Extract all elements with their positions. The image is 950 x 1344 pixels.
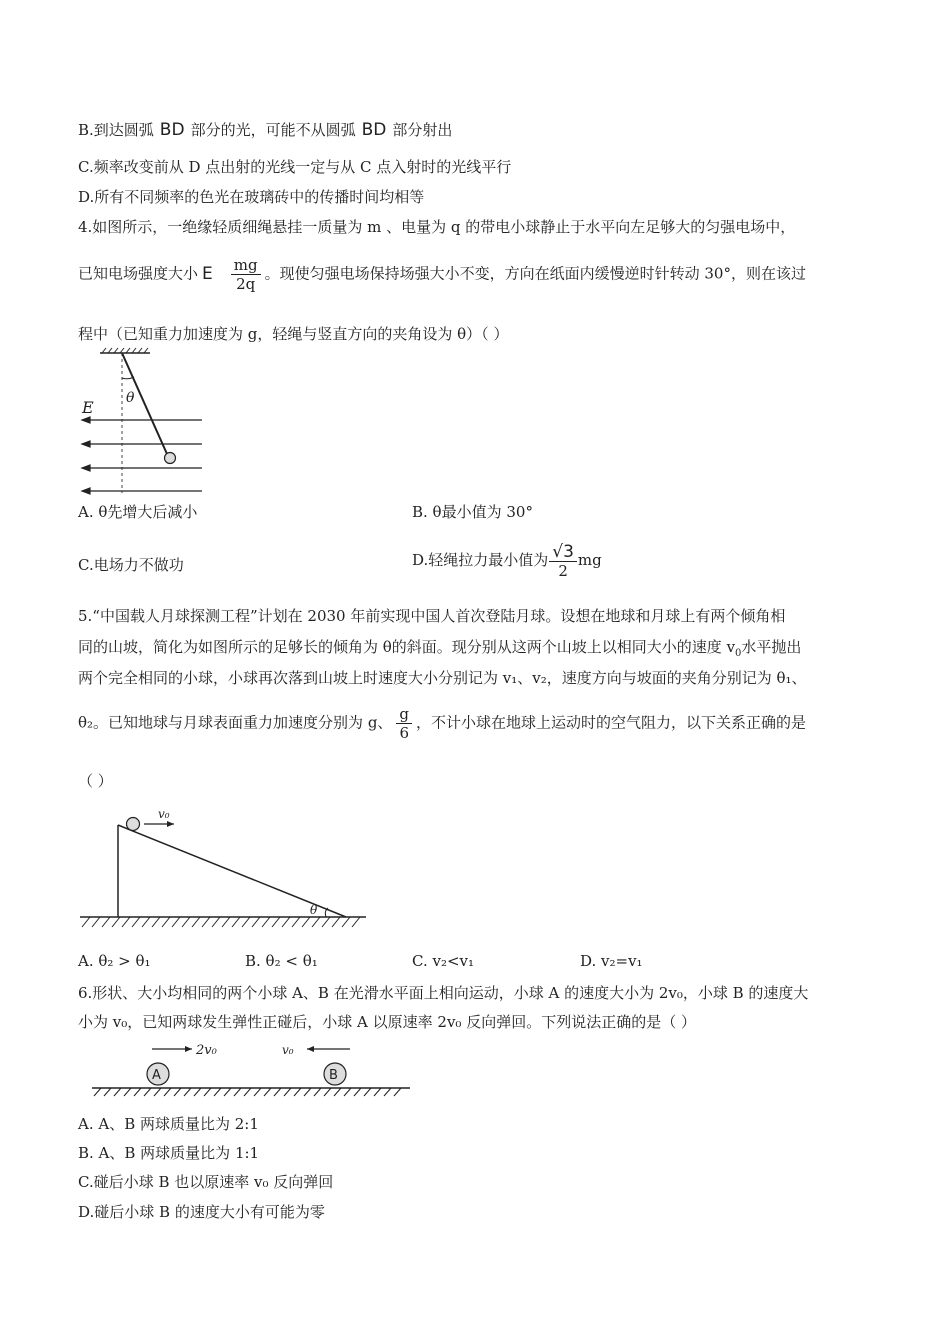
q5-stem-line2 (78, 637, 801, 664)
q5-stem-line1: 5.“中国载人月球探测工程”计划在 2030 年前实现中国人首次登陆月球。设想在地球和月球上有两个倾角相 (78, 607, 786, 625)
q4-option-d (412, 542, 602, 580)
q4-option-a: A. θ先增大后减小 (78, 503, 198, 521)
fraction-denominator: 6 (396, 723, 412, 742)
q5-stem-line3: 两个完全相同的小球，小球再次落到山坡上时速度大小分别记为 v₁、v₂，速度方向与坡面的夹角分别记为 θ₁、 (78, 669, 807, 687)
q3-option-b-text: B.到达圆弧 (78, 121, 154, 139)
q6-option-b: B. A、B 两球质量比为 1:1 (78, 1144, 260, 1162)
fraction-denominator: 2q (231, 274, 261, 293)
fig-field-label-e: E (82, 398, 94, 417)
arc-bd-label-2: BD (361, 120, 387, 140)
q4-option-b: B. θ最小值为 30° (412, 503, 533, 521)
arc-bd-label: BD (159, 120, 185, 140)
q6-stem-line1: 6.形状、大小均相同的两个小球 A、B 在光滑水平面上相向运动，小球 A 的速度大小为 2v₀，小球 B 的速度大 (78, 984, 809, 1002)
q5-stem-line2-text-end: 水平抛出 (741, 638, 802, 656)
fig-velocity-a-label: 2v₀ (196, 1043, 217, 1058)
q5-stem-line2-text: 同的山坡，简化为如图所示的足够长的倾角为 θ的斜面。现分别从这两个山坡上以相同大小的速度 v (78, 638, 736, 656)
fig-theta-label: θ (126, 390, 135, 406)
q4-stem-line3: 程中（已知重力加速度为 g，轻绳与竖直方向的夹角设为 θ）（ ） (78, 325, 509, 343)
fig-ball-b-label: B (329, 1068, 338, 1083)
q5-option-b: B. θ₂ < θ₁ (245, 952, 318, 970)
incline-projectile-figure (78, 805, 368, 930)
q4-stem-line1: 4.如图所示，一绝缘轻质细绳悬挂一质量为 m 、电量为 q 的带电小球静止于水平向左足够大的匀强电场中， (78, 218, 796, 236)
q4-stem-line2-text: 已知电场强度大小 (78, 264, 199, 283)
q3-option-b-text-end: 部分射出 (392, 121, 453, 139)
q3-option-b-text-mid: 部分的光，可能不从圆弧 (190, 121, 356, 139)
fraction-numerator: mg (233, 256, 258, 274)
q6-option-d: D.碰后小球 B 的速度大小有可能为零 (78, 1203, 325, 1221)
collision-figure (92, 1040, 412, 1100)
fig-v0-label: v₀ (158, 807, 170, 821)
pendulum-field-figure (78, 348, 208, 498)
q6-stem-line2: 小为 v₀，已知两球发生弹性正碰后，小球 A 以原速率 2v₀ 反向弹回。下列说法正确的是（ ） (78, 1013, 696, 1031)
q6-option-c: C.碰后小球 B 也以原速率 v₀ 反向弹回 (78, 1173, 334, 1191)
q6-option-a: A. A、B 两球质量比为 2:1 (78, 1115, 259, 1133)
fraction-numerator: √3 (552, 541, 574, 562)
q4-stem-line2-text-end: 。现使匀强电场保持场强大小不变，方向在纸面内缓慢逆时针转动 30°，则在该过 (264, 264, 806, 283)
fig-incline-theta-label: θ (310, 903, 318, 917)
field-symbol-e: E (202, 263, 213, 284)
q5-stem-line4-text: θ₂。已知地球与月球表面重力加速度分别为 g、 (78, 713, 393, 732)
fraction-numerator: g (399, 705, 410, 723)
q4-stem-line2 (78, 256, 806, 293)
q5-v0-subscript: 0 (735, 648, 742, 659)
q5-option-a: A. θ₂ > θ₁ (78, 952, 151, 970)
q3-option-c: C.频率改变前从 D 点出射的光线一定与从 C 点入射时的光线平行 (78, 158, 512, 176)
fig-velocity-b-label: v₀ (282, 1043, 294, 1057)
q4-option-d-text: D.轻绳拉力最小值为 (412, 551, 549, 569)
q4-option-d-unit: mg (577, 551, 602, 569)
fraction-denominator: 2 (549, 561, 577, 580)
fig-ball-a-label: A (152, 1068, 161, 1083)
q3-option-d: D.所有不同频率的色光在玻璃砖中的传播时间均相等 (78, 188, 425, 206)
q5-stem-line4 (78, 705, 806, 742)
q3-option-b (78, 120, 452, 140)
fraction-g-over-6 (396, 705, 412, 742)
q5-stem-line5: （ ） (78, 772, 113, 790)
q5-option-d: D. v₂=v₁ (580, 952, 643, 970)
q5-stem-line4-text-end: ，不计小球在地球上运动时的空气阻力，以下关系正确的是 (416, 713, 807, 732)
q5-option-c: C. v₂<v₁ (412, 952, 475, 970)
fraction-sqrt3-over-2 (549, 543, 577, 580)
q4-option-c: C.电场力不做功 (78, 556, 184, 574)
fraction-mg-over-2q (231, 256, 261, 293)
